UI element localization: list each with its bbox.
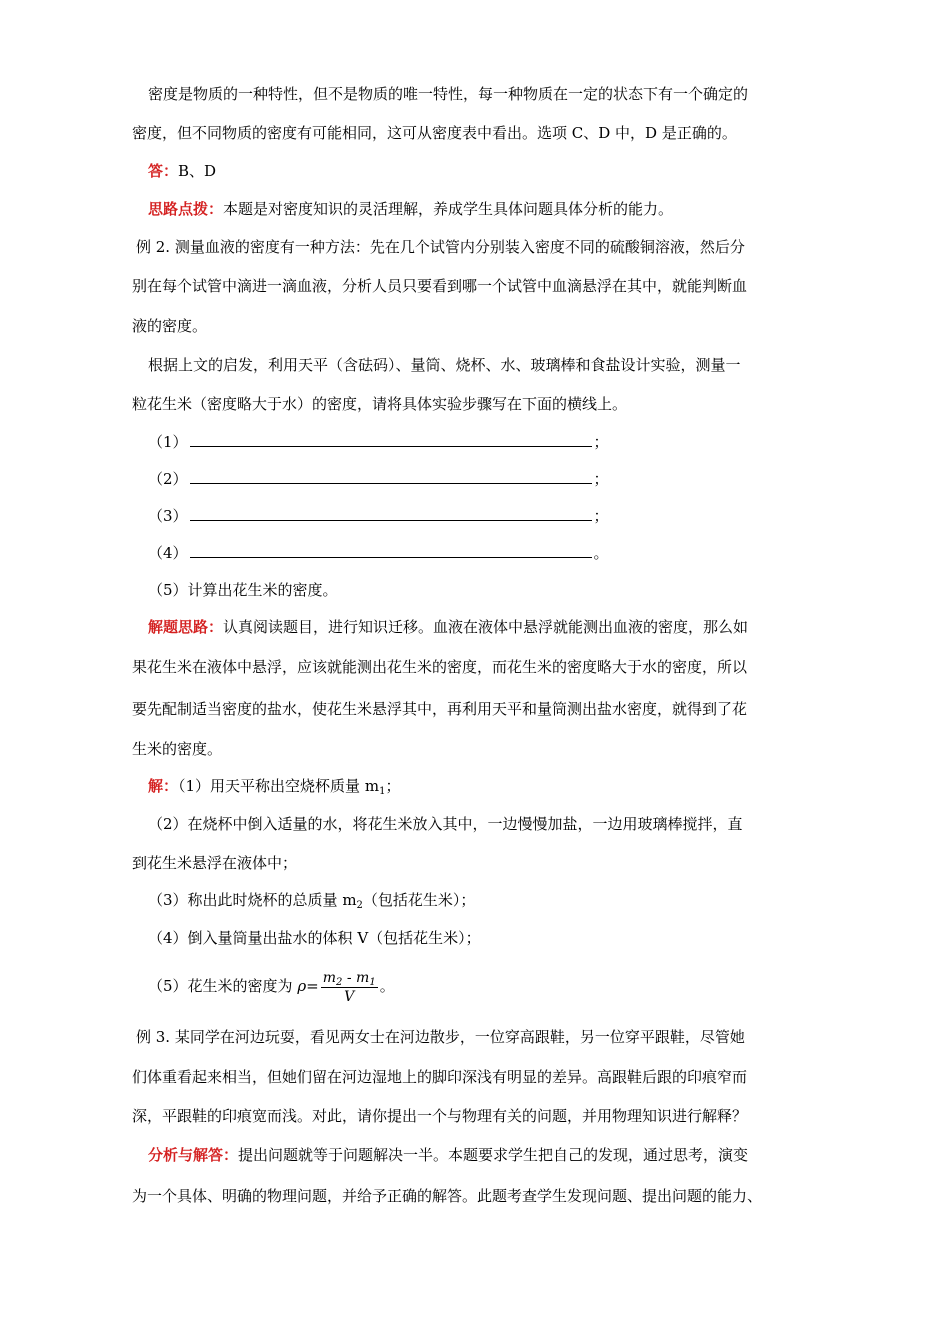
answer-text: B、D	[178, 162, 217, 180]
step-number: （4）	[148, 544, 188, 562]
solution-step-5	[148, 966, 395, 1006]
example2-task-2: 粒花生米（密度略大于水）的密度，请将具体实验步骤写在下面的横线上。	[132, 395, 628, 413]
analysis-line-3: 要先配制适当密度的盐水，使花生米悬浮其中，再利用天平和量筒测出盐水密度，就得到了花	[132, 700, 748, 718]
step-end: 。	[593, 544, 609, 562]
analysis-line-4: 生米的密度。	[132, 740, 223, 758]
solution-step-2-line-2: 到花生米悬浮在液体中；	[132, 854, 298, 872]
example2-line-3: 液的密度。	[132, 317, 208, 335]
analysis-label: 解题思路：	[148, 618, 224, 636]
example3-line-3: 深，平跟鞋的印痕宽而浅。对此，请你提出一个与物理有关的问题，并用物理知识进行解释？	[132, 1107, 748, 1125]
step-number: （2）	[148, 470, 188, 488]
example3-line-1: 例 3. 某同学在河边玩耍，看见两女士在河边散步，一位穿高跟鞋，另一位穿平跟鞋，尽管她	[136, 1028, 745, 1046]
step-end: ；	[593, 433, 609, 451]
answer-blank-line	[190, 506, 592, 521]
intro-line-2: 密度，但不同物质的密度有可能相同，这可从密度表中看出。选项 C、D 中，D 是正确的。	[132, 124, 737, 142]
formula-denominator: V	[344, 988, 355, 1005]
rho-symbol: ρ	[297, 977, 307, 995]
solution-label: 解：	[148, 777, 179, 795]
subscript: 2	[356, 900, 363, 911]
answer-blank-line	[190, 469, 592, 484]
answer-1	[148, 161, 216, 181]
example2-task-1: 根据上文的启发，利用天平（含砝码）、量筒、烧杯、水、玻璃棒和食盐设计实验，测量一	[148, 356, 741, 374]
solution-step-3	[148, 890, 475, 910]
solution-step-1-text: （1）用天平称出空烧杯质量 m	[178, 777, 380, 795]
hint-label: 思路点拨：	[148, 200, 224, 218]
answer3-text: 提出问题就等于问题解决一半。本题要求学生把自己的发现，通过思考，演变	[238, 1146, 749, 1164]
minus-sign: -	[342, 969, 357, 986]
equals-sign: =	[306, 977, 319, 995]
answer-blank-line	[190, 432, 592, 447]
analysis-line-2: 果花生米在液体中悬浮，应该就能测出花生米的密度，而花生米的密度略大于水的密度，所以	[132, 658, 748, 676]
mass-symbol: m	[322, 969, 337, 986]
step-5: （5）计算出花生米的密度。	[148, 581, 338, 599]
step-blank-3	[148, 506, 609, 526]
step-number: （3）	[148, 507, 188, 525]
example2-line-2: 别在每个试管中滴进一滴血液，分析人员只要看到哪一个试管中血滴悬浮在其中，就能判断血	[132, 277, 748, 295]
subscript: 2	[336, 976, 343, 988]
solution-step-1	[148, 776, 400, 796]
solution-step-3-text: （3）称出此时烧杯的总质量 m	[148, 891, 357, 909]
answer-label: 答：	[148, 162, 179, 180]
solution-step-4: （4）倒入量筒量出盐水的体积 V（包括花生米）；	[148, 929, 481, 947]
solution-step-3-end: （包括花生米）；	[362, 891, 476, 909]
step-number: （1）	[148, 433, 188, 451]
analysis-text: 认真阅读题目，进行知识迁移。血液在液体中悬浮就能测出血液的密度，那么如	[223, 618, 749, 636]
subscript: 1	[379, 786, 386, 797]
example3-line-2: 们体重看起来相当，但她们留在河边湿地上的脚印深浅有明显的差异。高跟鞋后跟的印痕窄而	[132, 1068, 748, 1086]
solution-step-5-text: （5）花生米的密度为	[148, 977, 293, 995]
step-end: ；	[593, 470, 609, 488]
step-blank-4	[148, 543, 609, 563]
subscript: 1	[369, 976, 376, 988]
analysis-line-1	[148, 617, 748, 637]
formula-numerator	[321, 969, 378, 988]
example2-line-1: 例 2. 测量血液的密度有一种方法：先在几个试管内分别装入密度不同的硫酸铜溶液，然后分	[136, 238, 745, 256]
intro-line-1: 密度是物质的一种特性，但不是物质的唯一特性，每一种物质在一定的状态下有一个确定的	[148, 85, 749, 103]
solution-step-1-end: ；	[385, 777, 401, 795]
answer3-label: 分析与解答：	[148, 1146, 239, 1164]
answer3-line-1	[148, 1145, 748, 1165]
step-end: ；	[593, 507, 609, 525]
solution-step-2-line-1: （2）在烧杯中倒入适量的水，将花生米放入其中，一边慢慢加盐，一边用玻璃棒搅拌，直	[148, 815, 743, 833]
density-formula	[321, 969, 378, 1006]
hint-text: 本题是对密度知识的灵活理解，养成学生具体问题具体分析的能力。	[223, 200, 674, 218]
solution-step-5-end: 。	[379, 977, 395, 995]
step-blank-1	[148, 432, 609, 452]
step-blank-2	[148, 469, 609, 489]
mass-symbol: m	[356, 969, 370, 986]
hint	[148, 199, 673, 219]
answer-blank-line	[190, 543, 592, 558]
answer3-line-2: 为一个具体、明确的物理问题，并给予正确的解答。此题考查学生发现问题、提出问题的能力、	[132, 1187, 763, 1205]
